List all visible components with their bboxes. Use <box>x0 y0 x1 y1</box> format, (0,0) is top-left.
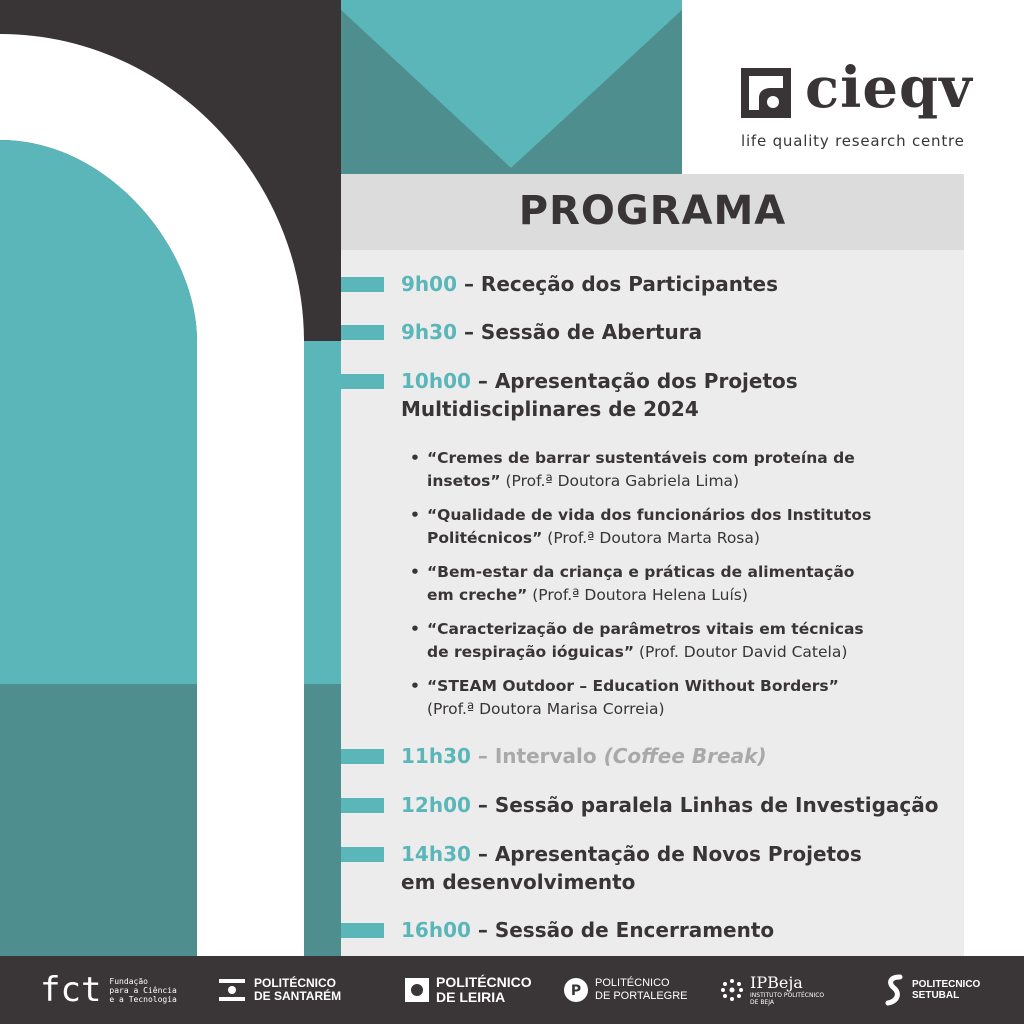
fct-mark: fct <box>40 970 102 1010</box>
schedule-label: – Apresentação de Novos Projetos em desenvolvimento <box>401 842 862 894</box>
cieqv-logo-icon <box>741 68 791 118</box>
beja-sub: INSTITUTO POLITÉCNICO DE BEJA <box>750 992 825 1006</box>
schedule-time: 9h00 <box>401 272 457 296</box>
arch-decoration <box>0 0 341 684</box>
list-item <box>410 561 880 607</box>
setubal-text: POLITECNICO SETUBAL <box>912 979 981 1001</box>
schedule-label: – Apresentação dos Projetos Multidisciplinares de 2024 <box>401 369 798 421</box>
santarem-text: POLITÉCNICO DE SANTARÉM <box>254 976 342 1003</box>
schedule-time: 14h30 <box>401 842 471 866</box>
triangle-decoration <box>341 0 682 174</box>
leiria-text-2: DE LEIRIA <box>436 989 506 1005</box>
schedule-item <box>401 367 821 423</box>
brand-name: cieqv <box>805 55 973 121</box>
beja-name: IPBeja <box>750 973 803 992</box>
project-author: (Prof.ª Doutora Gabriela Lima) <box>500 472 740 490</box>
list-item <box>410 504 880 550</box>
project-title: “Caracterização de parâmetros vitais em técnicas de respiração ióguicas” <box>427 620 864 661</box>
item-marker <box>341 325 384 340</box>
teal-dark-block <box>0 684 341 956</box>
list-item <box>410 618 880 664</box>
schedule-label: – Sessão de Abertura <box>457 320 703 344</box>
leiria-logo <box>404 966 532 1014</box>
schedule-item <box>401 742 941 770</box>
page-title: PROGRAMA <box>518 188 787 234</box>
setubal-icon <box>884 973 906 1007</box>
beja-icon <box>720 978 744 1002</box>
santarem-icon <box>218 976 246 1004</box>
item-marker <box>341 749 384 764</box>
leiria-icon <box>404 977 430 1003</box>
schedule-time: 10h00 <box>401 369 471 393</box>
list-item <box>410 675 880 721</box>
item-marker <box>341 374 384 389</box>
setubal-logo <box>884 966 980 1014</box>
schedule-time: 16h00 <box>401 918 471 942</box>
schedule-item <box>401 840 901 896</box>
fct-text: Fundação para a Ciência e a Tecnologia <box>109 976 177 1004</box>
item-marker <box>341 847 384 862</box>
project-title: “Qualidade de vida dos funcionários dos Institutos Politécnicos” <box>427 506 872 547</box>
fct-logo <box>40 966 177 1014</box>
schedule-item <box>401 318 941 346</box>
item-marker <box>341 798 384 813</box>
schedule-time: 12h00 <box>401 793 471 817</box>
santarem-logo <box>218 966 341 1014</box>
schedule-time: 11h30 <box>401 744 471 768</box>
schedule-label: – Sessão de Encerramento <box>470 918 775 942</box>
project-author: (Prof. Doutor David Catela) <box>634 643 848 661</box>
project-author: (Prof.ª Doutora Helena Luís) <box>527 586 748 604</box>
top-teal-block <box>341 0 682 174</box>
schedule-time: 9h30 <box>401 320 457 344</box>
beja-logo <box>720 966 824 1014</box>
teal-strip-dark <box>304 684 341 956</box>
portalegre-text: POLITÉCNICO DE PORTALEGRE <box>595 977 688 1002</box>
project-title: “Bem-estar da criança e práticas de alimentação em creche” <box>427 563 855 604</box>
schedule-item <box>401 791 941 819</box>
project-list <box>410 447 880 732</box>
schedule-label: – Sessão paralela Linhas de Investigação <box>470 793 939 817</box>
schedule-item <box>401 270 941 298</box>
project-title: “STEAM Outdoor – Education Without Borders” <box>427 677 839 695</box>
item-marker <box>341 277 384 292</box>
schedule-label-italic: (Coffee Break) <box>603 744 767 768</box>
project-title: “Cremes de barrar sustentáveis com proteína de insetos” <box>427 449 855 490</box>
schedule-label: – Receção dos Participantes <box>457 272 778 296</box>
portalegre-logo <box>563 966 688 1014</box>
project-author: (Prof.ª Doutora Marta Rosa) <box>542 529 760 547</box>
item-marker <box>341 923 384 938</box>
list-item <box>410 447 880 493</box>
portalegre-icon <box>563 977 589 1003</box>
schedule-item <box>401 916 941 944</box>
project-author: (Prof.ª Doutora Marisa Correia) <box>427 700 665 718</box>
svg-text:P: P <box>570 983 582 999</box>
schedule-label: – Intervalo <box>470 744 604 768</box>
brand-tagline: life quality research centre <box>741 132 965 150</box>
leiria-text-1: POLITÉCNICO <box>436 974 532 990</box>
